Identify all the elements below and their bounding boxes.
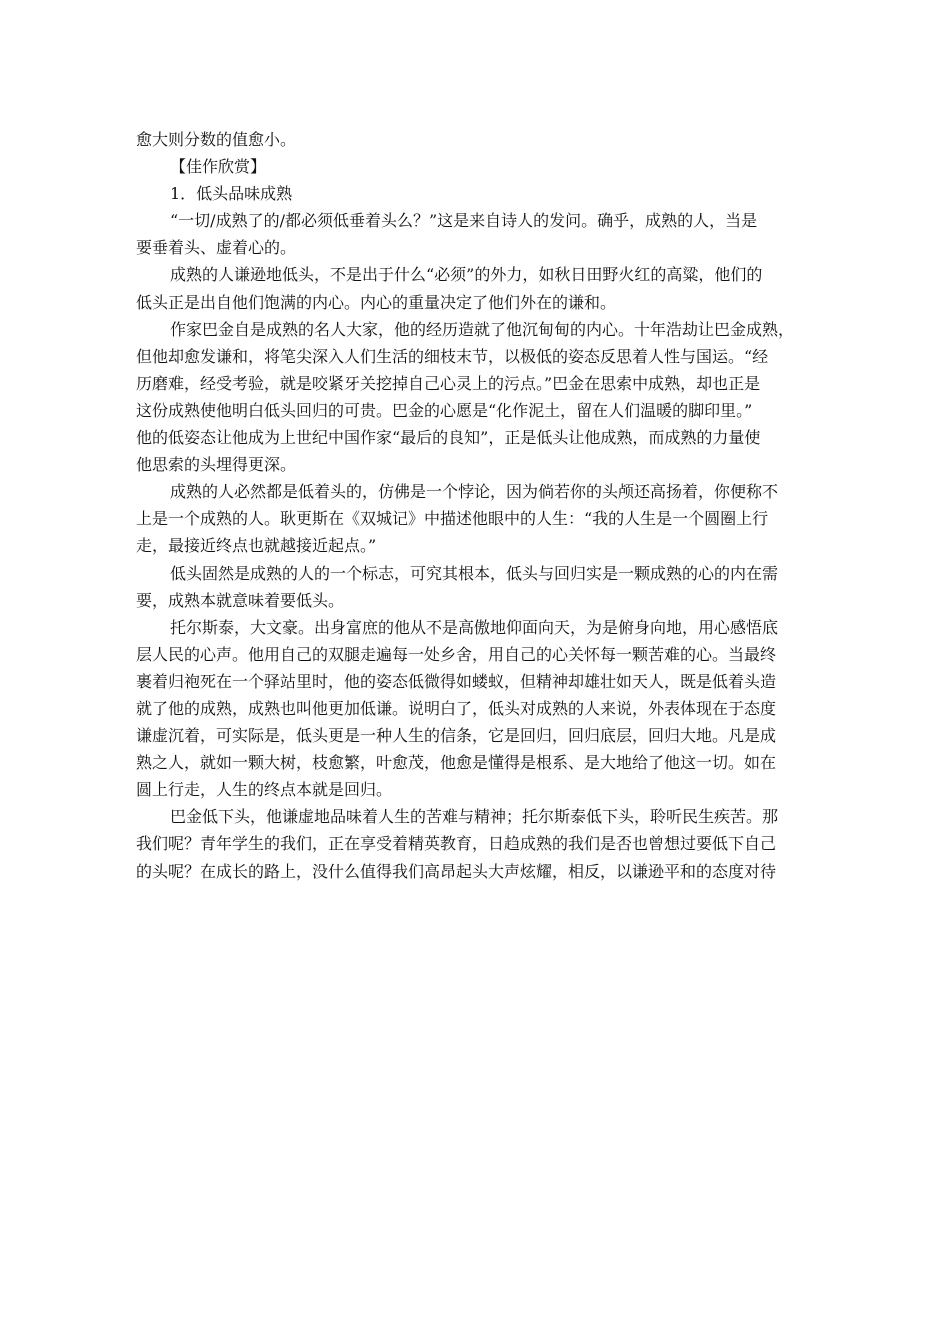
document-body	[136, 126, 817, 885]
text-line: 作家巴金自是成熟的名人大家，他的经历造就了他沉甸甸的内心。十年浩劫让巴金成熟，	[170, 319, 795, 339]
text-line: 的头呢？在成长的路上，没什么值得我们高昂起头大声炫耀，相反，以谦逊平和的态度对待	[136, 861, 777, 881]
text-line: 低头正是出自他们饱满的内心。内心的重量决定了他们外在的谦和。	[136, 292, 617, 312]
text-line: 这份成熟使他明白低头回归的可贵。巴金的心愿是“化作泥土，留在人们温暖的脚印里。”	[136, 400, 753, 420]
text-line: 要垂着头、虚着心的。	[136, 238, 297, 258]
text-line: 上是一个成熟的人。耿更斯在《双城记》中描述他眼中的人生：“我的人生是一个圆圈上行	[136, 509, 769, 529]
text-line: 他的低姿态让他成为上世纪中国作家“最后的良知”，正是低头让他成熟，而成熟的力量使	[136, 428, 761, 448]
text-line: 就了他的成熟，成熟也叫他更加低谦。说明白了，低头对成熟的人来说，外表体现在于态度	[136, 698, 777, 718]
text-line: 成熟的人谦逊地低头，不是出于什么“必须”的外力，如秋日田野火红的高粱，他们的	[170, 265, 763, 285]
text-line: 熟之人，就如一颗大树，枝愈繁，叶愈茂，他愈是懂得是根系、是大地给了他这一切。如在	[136, 753, 777, 773]
text-line: 巴金低下头，他谦虚地品味着人生的苦难与精神；托尔斯泰低下头，聆听民生疾苦。那	[170, 807, 779, 827]
text-line: 要，成熟本就意味着要低头。	[136, 590, 345, 610]
text-line: 裹着归袍死在一个驿站里时，他的姿态低微得如蝼蚁，但精神却雄壮如天人，既是低着头造	[136, 671, 777, 691]
text-line: “一切/成熟了的/都必须低垂着头么？”这是来自诗人的发问。确乎，成熟的人，当是	[170, 211, 758, 231]
text-line: 他思索的头埋得更深。	[136, 455, 297, 475]
text-line: 圆上行走，人生的终点本就是回归。	[136, 780, 393, 800]
text-line: 托尔斯泰，大文豪。出身富庶的他从不是高傲地仰面向天，为是俯身向地，用心感悟底	[170, 617, 779, 637]
text-line: 愈大则分数的值愈小。	[136, 130, 297, 149]
section-heading: 【佳作欣赏】	[170, 157, 267, 177]
text-line: 走，最接近终点也就越接近起点。”	[136, 536, 377, 556]
text-line: 低头固然是成熟的人的一个标志，可究其根本，低头与回归实是一颗成熟的心的内在需	[170, 563, 779, 583]
text-line: 历磨难，经受考验，就是咬紧牙关挖掉自己心灵上的污点。”巴金在思索中成熟，却也正是	[136, 373, 761, 393]
text-line: 谦虚沉着，可实际是，低头更是一种人生的信条，它是回归，回归底层，回归大地。凡是成	[136, 726, 777, 746]
text-line: 但他却愈发谦和，将笔尖深入人们生活的细枝末节，以极低的姿态反思着人性与国运。“经	[136, 346, 769, 366]
text-line: 成熟的人必然都是低着头的，仿佛是一个悖论，因为倘若你的头颅还高扬着，你便称不	[170, 482, 779, 502]
text-line: 我们呢？青年学生的我们，正在享受着精英教育，日趋成熟的我们是否也曾想过要低下自己	[136, 834, 777, 854]
essay-title: 1．低头品味成熟	[170, 184, 293, 204]
text-line: 层人民的心声。他用自己的双腿走遍每一处乡舍，用自己的心关怀每一颗苦难的心。当最终	[136, 644, 777, 664]
